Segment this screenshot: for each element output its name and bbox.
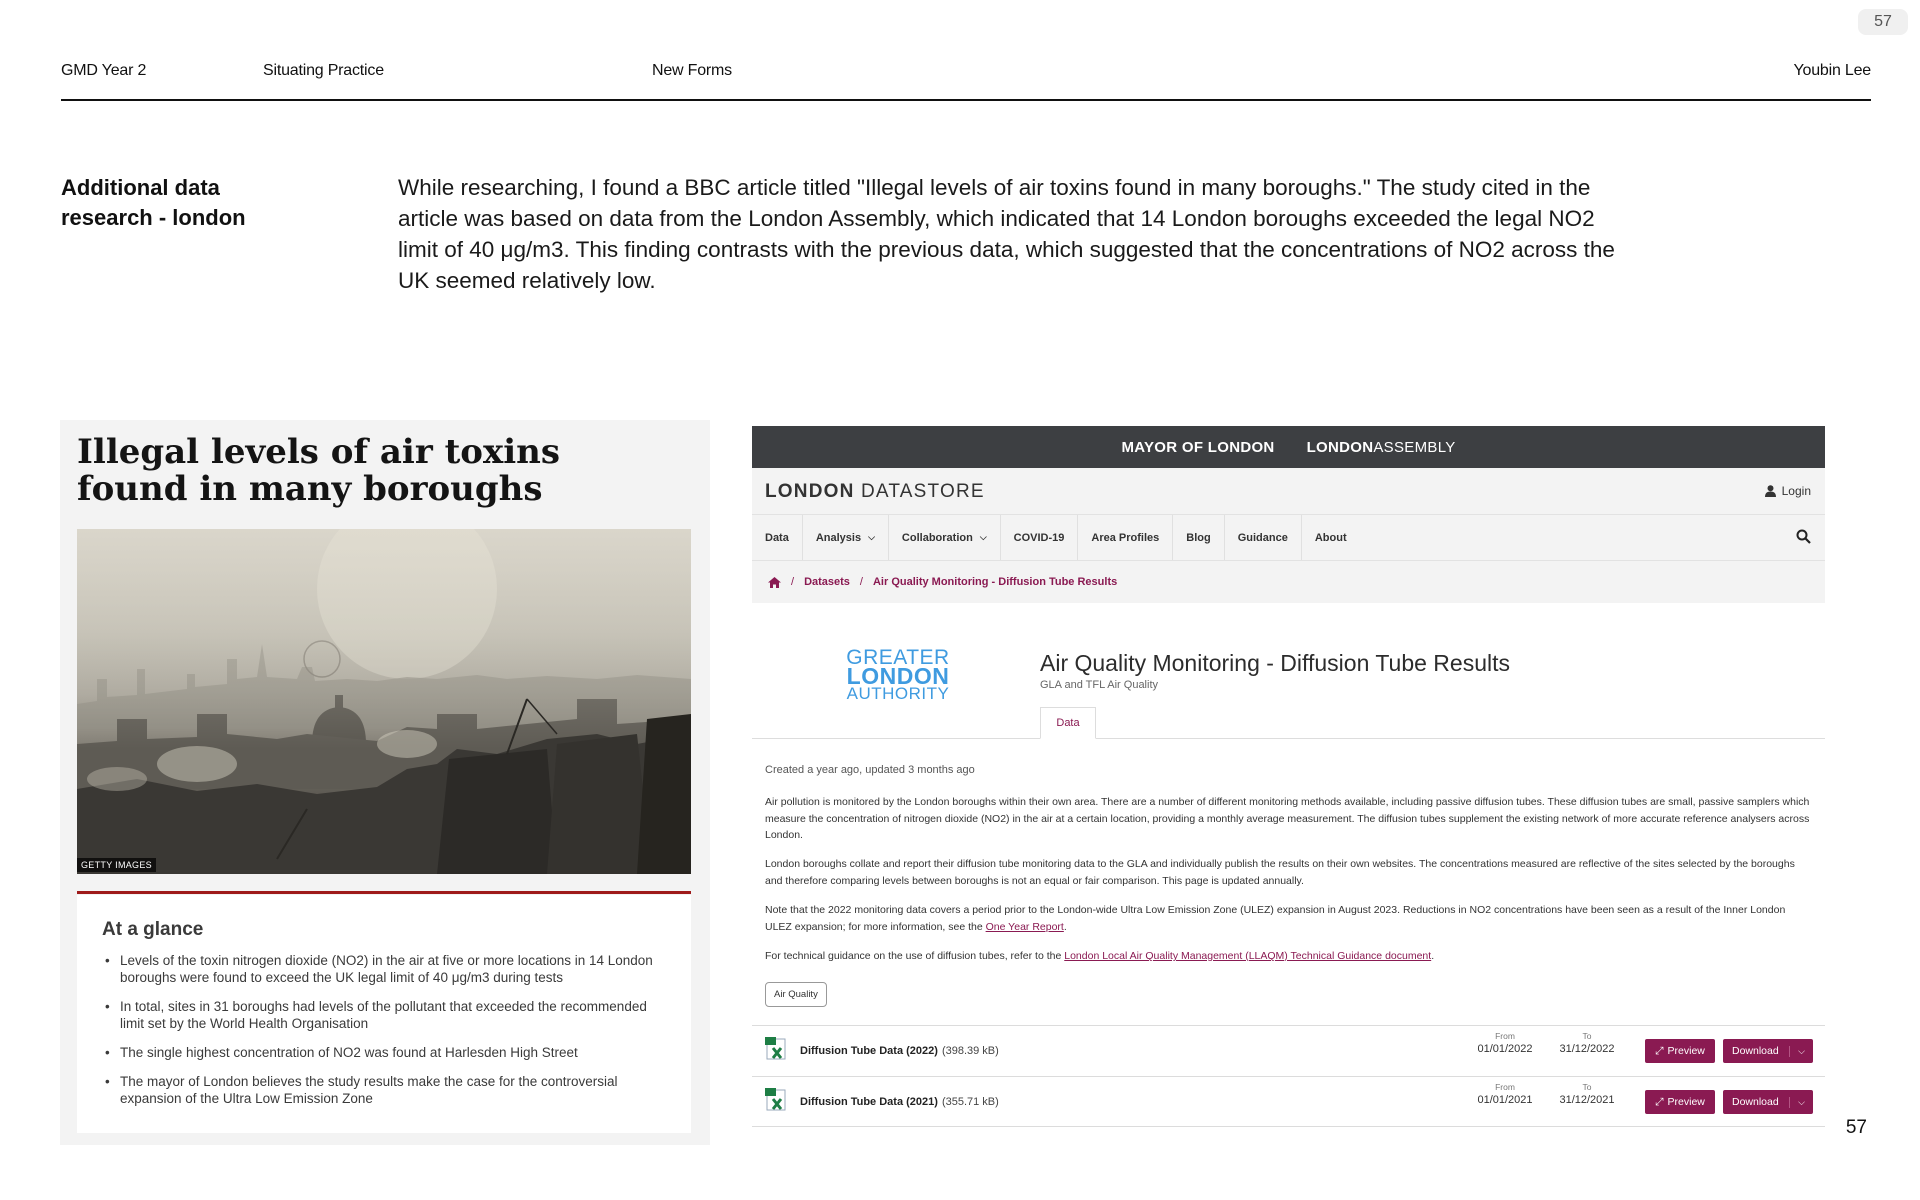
nav-label: Analysis <box>815 531 862 544</box>
paragraph-text: . <box>1431 950 1435 962</box>
nav-guidance[interactable] <box>1225 515 1302 560</box>
section-title: Additional data research - london <box>61 175 246 230</box>
gla-logo-line: LONDON <box>846 663 950 689</box>
header-author: Youbin Lee <box>1793 62 1871 79</box>
file-size: (355.71 kB) <box>941 1096 999 1108</box>
file-size: (398.39 kB) <box>941 1045 999 1057</box>
to-value: 31/12/2021 <box>1559 1094 1615 1106</box>
mayor-of-london-link[interactable]: MAYOR OF LONDON <box>1121 438 1275 456</box>
search-icon[interactable] <box>1796 529 1811 544</box>
chevron-down-icon: ⌵ <box>868 532 875 542</box>
login-label: Login <box>1781 484 1811 498</box>
skyline-illustration <box>77 529 691 874</box>
gla-logo-line: AUTHORITY <box>846 684 950 703</box>
tag-air-quality[interactable]: Air Quality <box>765 982 827 1007</box>
user-icon <box>1765 485 1776 497</box>
london-skyline-photo <box>77 529 691 874</box>
file-row <box>752 1076 1825 1127</box>
file-row <box>752 1025 1825 1076</box>
article-divider <box>77 891 691 894</box>
to-value: 31/12/2022 <box>1559 1043 1615 1055</box>
to-label: To <box>1582 1082 1592 1092</box>
nav-about[interactable] <box>1302 515 1360 560</box>
london-assembly-link[interactable] <box>1307 439 1456 456</box>
dataset-subtitle: GLA and TFL Air Quality <box>1040 679 1159 691</box>
breadcrumb-separator: / <box>859 576 863 588</box>
header-project: New Forms <box>652 62 732 79</box>
file-name-label: Diffusion Tube Data (2022) <box>800 1045 938 1057</box>
bbc-article-screenshot <box>60 420 710 1145</box>
nav-collaboration[interactable] <box>889 515 1001 560</box>
london-datastore-screenshot <box>752 426 1825 1126</box>
page-number: 57 <box>1845 1117 1867 1138</box>
nav-covid-19[interactable] <box>1001 515 1079 560</box>
header-module: Situating Practice <box>263 62 384 79</box>
to-label: To <box>1582 1031 1592 1041</box>
description-paragraph: London boroughs collate and report their diffusion tube monitoring data to the GLA and individually publish the results on their own websites. The concentrations measured are reflective of the sites selected by the boroughs and therefore comparing levels between boroughs is not an equal or fair comparison. This page is updated annually. <box>765 858 1795 887</box>
tab-underline <box>752 738 1825 739</box>
assembly-bold: LONDON <box>1306 438 1374 456</box>
excel-file-icon <box>765 1037 787 1061</box>
description-paragraph: Air pollution is monitored by the London boroughs within their own area. There are a number of different monitoring methods available, including passive diffusion tubes. These diffusion tubes are small, passive samplers which measure the concentration of nitrogen dioxide (NO2) in the air at a certain location, providing a monthly average measurement. The diffusion tubes supplement the existing network of more accurate reference analysers across London. <box>765 796 1810 841</box>
to-date <box>1552 1082 1622 1106</box>
llaqm-guidance-link[interactable]: London Local Air Quality Management (LLAQM) Technical Guidance document <box>1064 950 1432 962</box>
one-year-report-link[interactable]: One Year Report <box>985 920 1064 933</box>
article-headline: Illegal levels of air toxins found in many boroughs <box>77 432 561 509</box>
page-number-badge: 57 <box>1858 9 1908 35</box>
from-label: From <box>1495 1031 1515 1041</box>
intro-paragraph: While researching, I found a BBC article titled "Illegal levels of air toxins found in many boroughs." The study cited in the article was based on data from the London Assembly, which indicated that 14 London boroughs exceeded the legal NO2 limit of 40 μg/m3. This finding contrasts with the previous data, which suggested that the concentrations of NO2 across the UK seemed relatively low. <box>398 175 1615 293</box>
datastore-logo[interactable] <box>765 481 985 503</box>
nav-label: Data <box>765 531 789 544</box>
glance-list <box>102 952 662 1119</box>
glance-title: At a glance <box>102 919 204 940</box>
excel-file-icon <box>765 1088 787 1112</box>
to-date <box>1552 1031 1622 1055</box>
preview-button[interactable] <box>1645 1039 1715 1063</box>
datastore-brand-bar <box>752 468 1825 515</box>
chevron-down-icon[interactable]: ⌵ <box>1789 1046 1813 1057</box>
tab-data[interactable]: Data <box>1040 707 1096 739</box>
dataset-meta: Created a year ago, updated 3 months ago <box>765 764 975 776</box>
download-button[interactable] <box>1723 1039 1813 1063</box>
file-name[interactable] <box>800 1096 999 1108</box>
nav-blog[interactable] <box>1173 515 1224 560</box>
logo-bold: LONDON <box>765 481 855 502</box>
download-label: Download <box>1732 1096 1779 1108</box>
home-icon[interactable] <box>768 577 781 588</box>
nav-label: Guidance <box>1237 531 1288 544</box>
nav-label: Area Profiles <box>1091 531 1160 544</box>
nav-label: About <box>1314 531 1347 544</box>
chevron-down-icon[interactable]: ⌵ <box>1789 1097 1813 1108</box>
description-paragraph <box>765 948 1815 965</box>
logo-light: DATASTORE <box>861 481 985 502</box>
from-value: 01/01/2021 <box>1477 1094 1533 1106</box>
preview-button[interactable] <box>1645 1090 1715 1114</box>
nav-label: Blog <box>1186 531 1211 544</box>
gla-top-bar <box>752 426 1825 468</box>
file-name[interactable] <box>800 1045 999 1057</box>
glance-item: • Levels of the toxin nitrogen dioxide (NO2) in the air at five or more locations in 14 London boroughs were found to exceed the UK legal limit of 40 μg/m3 during tests <box>102 952 662 986</box>
login-button[interactable] <box>1765 484 1811 498</box>
document-header <box>61 60 1871 101</box>
breadcrumb-current[interactable]: Air Quality Monitoring - Diffusion Tube Results <box>872 576 1118 588</box>
gla-logo <box>838 646 958 703</box>
breadcrumb-datasets[interactable]: Datasets <box>804 576 850 588</box>
from-label: From <box>1495 1082 1515 1092</box>
assembly-light: ASSEMBLY <box>1373 438 1456 456</box>
download-label: Download <box>1732 1045 1779 1057</box>
nav-label: Collaboration <box>901 531 973 544</box>
main-nav <box>752 515 1825 561</box>
breadcrumb <box>752 561 1825 603</box>
chevron-down-icon: ⌵ <box>979 532 987 542</box>
nav-analysis[interactable] <box>803 515 889 560</box>
dataset-title: Air Quality Monitoring - Diffusion Tube Results <box>1040 650 1510 676</box>
from-value: 01/01/2022 <box>1477 1043 1533 1055</box>
description-paragraph <box>765 902 1815 935</box>
glance-item: • The single highest concentration of NO2 was found at Harlesden High Street <box>102 1044 662 1061</box>
from-date <box>1470 1031 1540 1055</box>
header-course: GMD Year 2 <box>61 62 147 79</box>
nav-label: COVID-19 <box>1013 531 1065 544</box>
gla-logo-line: GREATER <box>846 646 950 669</box>
file-name-label: Diffusion Tube Data (2021) <box>800 1096 938 1108</box>
glance-item: • In total, sites in 31 boroughs had levels of the pollutant that exceeded the recommended limit set by the World Health Organisation <box>102 998 662 1032</box>
expand-icon: ⤢ <box>1655 1095 1664 1108</box>
breadcrumb-separator: / <box>791 576 795 588</box>
paragraph-text: Note that the 2022 monitoring data covers a period prior to the London-wide Ultra Low Emission Zone (ULEZ) expansion in August 2023. Reductions in NO2 concentrations have been seen as a result of the Inner London ULEZ expansion; for more information, see the <box>765 904 1786 933</box>
paragraph-text: . <box>1063 920 1067 933</box>
preview-label: Preview <box>1667 1045 1705 1057</box>
preview-label: Preview <box>1667 1096 1705 1108</box>
paragraph-text: For technical guidance on the use of diffusion tubes, refer to the <box>765 950 1065 962</box>
at-a-glance-box <box>77 895 691 1133</box>
glance-item: • The mayor of London believes the study results make the case for the controversial expansion of the Ultra Low Emission Zone <box>102 1073 662 1107</box>
from-date <box>1470 1082 1540 1106</box>
photo-credit: GETTY IMAGES <box>77 858 156 872</box>
download-button[interactable] <box>1723 1090 1813 1114</box>
nav-area-profiles[interactable] <box>1078 515 1173 560</box>
nav-data[interactable] <box>752 515 803 560</box>
expand-icon: ⤢ <box>1655 1044 1664 1057</box>
